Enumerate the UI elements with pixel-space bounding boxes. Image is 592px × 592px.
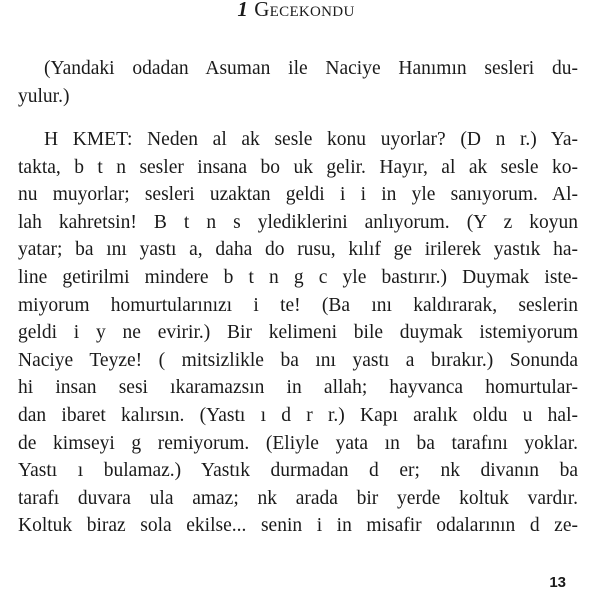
body-line: takta, b t n sesler insana bo uk gelir. Hayır, al ak sesle ko- — [18, 156, 578, 178]
body-line: yatar; ba ını yastı a, daha do rusu, kılıf ge irilerek yastık ha- — [18, 239, 578, 261]
chapter-title: Gecekondu — [254, 0, 355, 21]
body-line: hi insan sesi ıkaramazsın in allah; hayvanca homurtular- — [18, 377, 578, 399]
stage-direction-line: yulur.) — [18, 85, 70, 107]
body-line: Yastı ı bulamaz.) Yastık durmadan d er; nk divanın ba — [18, 460, 578, 482]
body-line: Naciye Teyze! ( mitsizlikle ba ını yastı a bırakır.) Sonunda — [18, 349, 578, 371]
dialogue-paragraph — [18, 126, 578, 540]
body-line: dan ibaret kalırsın. (Yastı ı d r r.) Kapı aralık oldu u hal- — [18, 404, 578, 426]
body-line: lah kahretsin! B t n s ylediklerini anlıyorum. (Y z koyun — [18, 211, 578, 233]
page-number: 13 — [549, 574, 566, 591]
body-line: geldi i y ne evirir.) Bir kelimeni bile duymak istemiyorum — [18, 322, 578, 344]
body-line: nu muyorlar; sesleri uzaktan geldi i i in yle sanıyorum. Al- — [18, 184, 578, 206]
chapter-number: 1 — [237, 0, 249, 21]
body-line: miyorum homurtularınızı i te! (Ba ını kaldırarak, seslerin — [18, 294, 578, 316]
body-line: de kimseyi g remiyorum. (Eliyle yata ın ba tarafını yoklar. — [18, 432, 578, 454]
stage-direction-line: (Yandaki odadan Asuman ile Naciye Hanımın sesleri du- — [44, 58, 578, 79]
opening-stage-direction — [18, 55, 578, 110]
body-line: line getirilmi mindere b t n g c yle bastırır.) Duymak iste- — [18, 266, 578, 288]
body-line: H KMET: Neden al ak sesle konu uyorlar? (D n r.) Ya- — [44, 129, 578, 150]
chapter-heading — [0, 0, 592, 22]
body-line: Koltuk biraz sola ekilse... senin i in misafir odalarının d ze- — [18, 515, 578, 537]
body-line: tarafı duvara ula amaz; nk arada bir yerde koltuk vardır. — [18, 487, 578, 509]
